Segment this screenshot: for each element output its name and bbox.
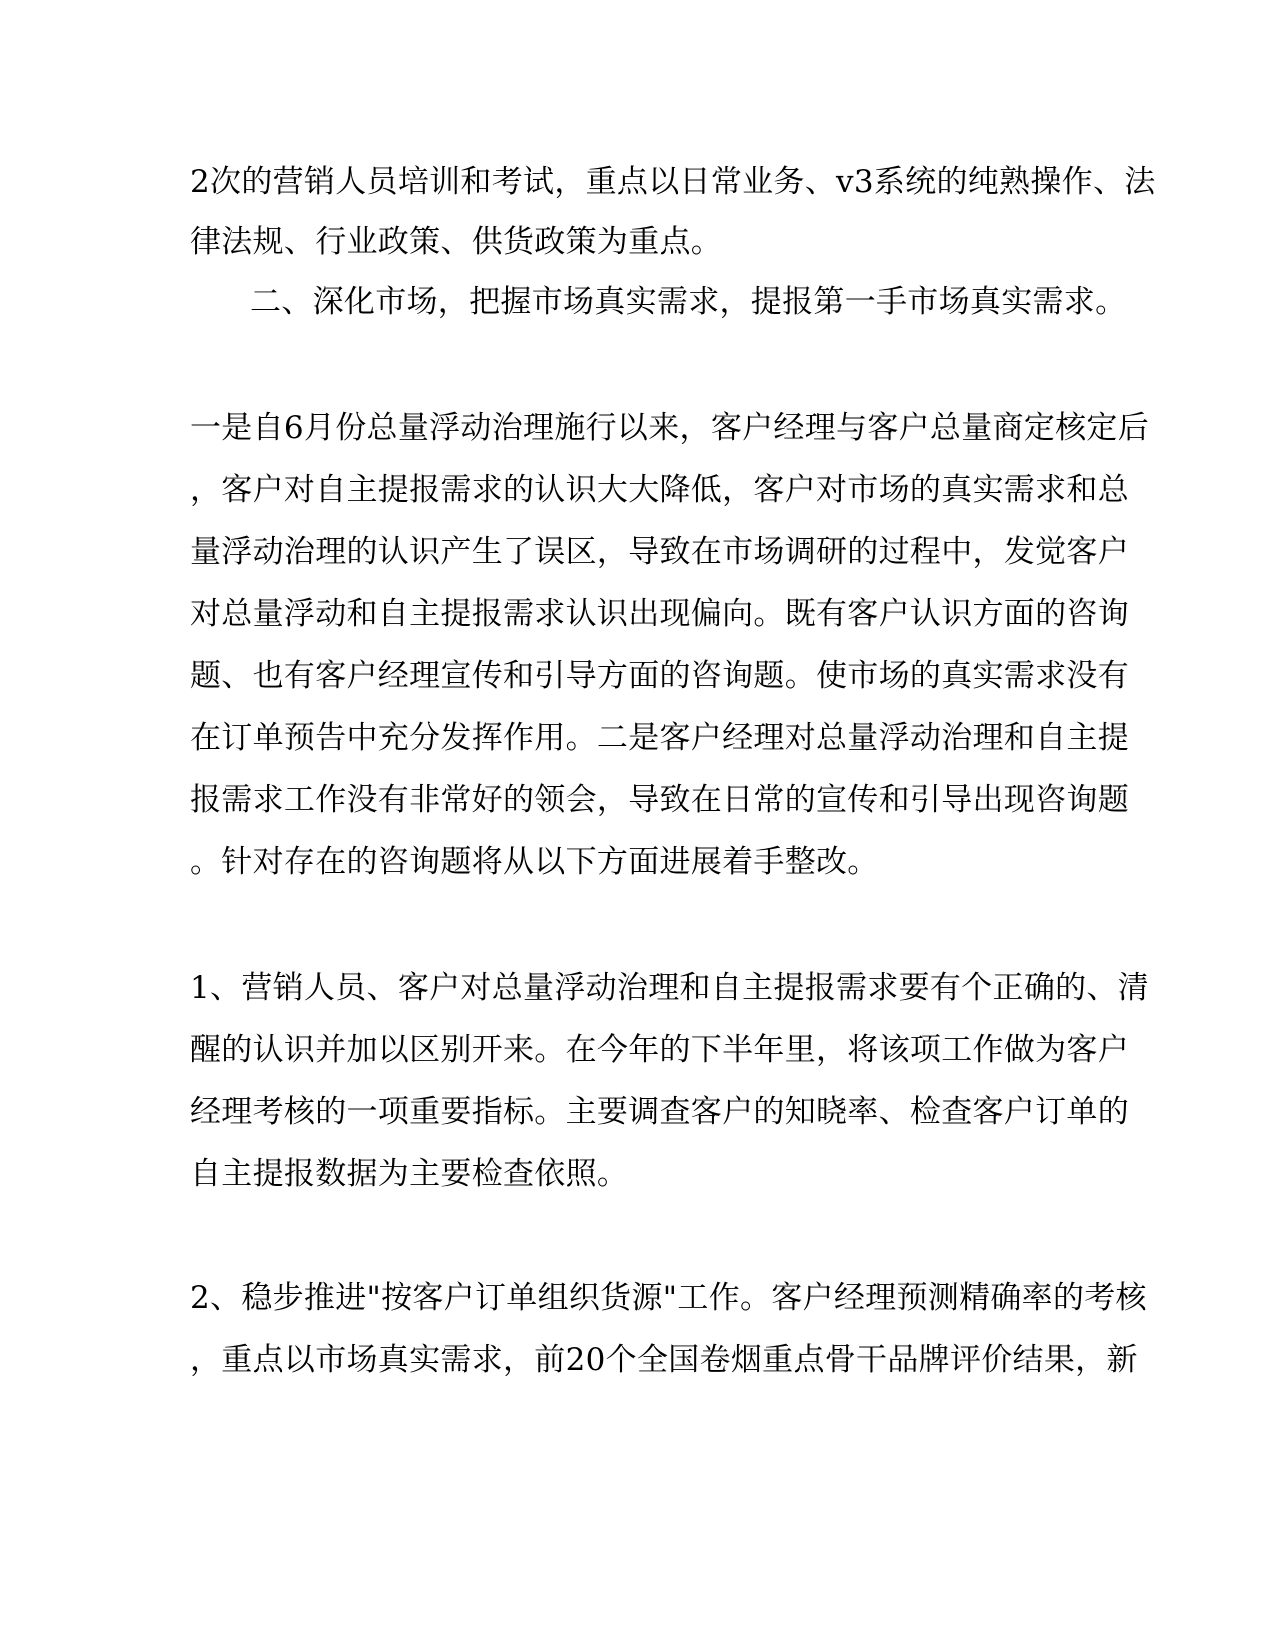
paragraph-line: 报需求工作没有非常好的领会，导致在日常的宣传和引导出现咨询题 (190, 782, 1129, 818)
paragraph-line: 题、也有客户经理宣传和引导方面的咨询题。使市场的真实需求没有 (190, 658, 1129, 694)
paragraph-line: 量浮动治理的认识产生了误区，导致在市场调研的过程中，发觉客户 (190, 534, 1129, 570)
paragraph-line: 醒的认识并加以区别开来。在今年的下半年里，将该项工作做为客户 (190, 1032, 1129, 1068)
paragraph-line: 1、营销人员、客户对总量浮动治理和自主提报需求要有个正确的、清 (190, 970, 1150, 1006)
section-heading: 二、深化市场，把握市场真实需求，提报第一手市场真实需求。 (250, 284, 1127, 320)
paragraph-line: 。针对存在的咨询题将从以下方面进展着手整改。 (190, 844, 879, 880)
paragraph-line: 一是自6月份总量浮动治理施行以来，客户经理与客户总量商定核定后 (190, 410, 1150, 446)
paragraph-line: 2次的营销人员培训和考试，重点以日常业务、v3系统的纯熟操作、法 (190, 164, 1156, 200)
paragraph-line: 自主提报数据为主要检查依照。 (190, 1156, 629, 1192)
paragraph-line: ，重点以市场真实需求，前20个全国卷烟重点骨干品牌评价结果，新 (190, 1342, 1138, 1378)
paragraph-line: 2、稳步推进"按客户订单组织货源"工作。客户经理预测精确率的考核 (190, 1280, 1147, 1316)
paragraph-line: ，客户对自主提报需求的认识大大降低，客户对市场的真实需求和总 (190, 472, 1129, 508)
paragraph-line: 律法规、行业政策、供货政策为重点。 (190, 224, 723, 260)
paragraph-line: 在订单预告中充分发挥作用。二是客户经理对总量浮动治理和自主提 (190, 720, 1129, 756)
paragraph-line: 经理考核的一项重要指标。主要调查客户的知晓率、检查客户订单的 (190, 1094, 1129, 1130)
paragraph-line: 对总量浮动和自主提报需求认识出现偏向。既有客户认识方面的咨询 (190, 596, 1129, 632)
